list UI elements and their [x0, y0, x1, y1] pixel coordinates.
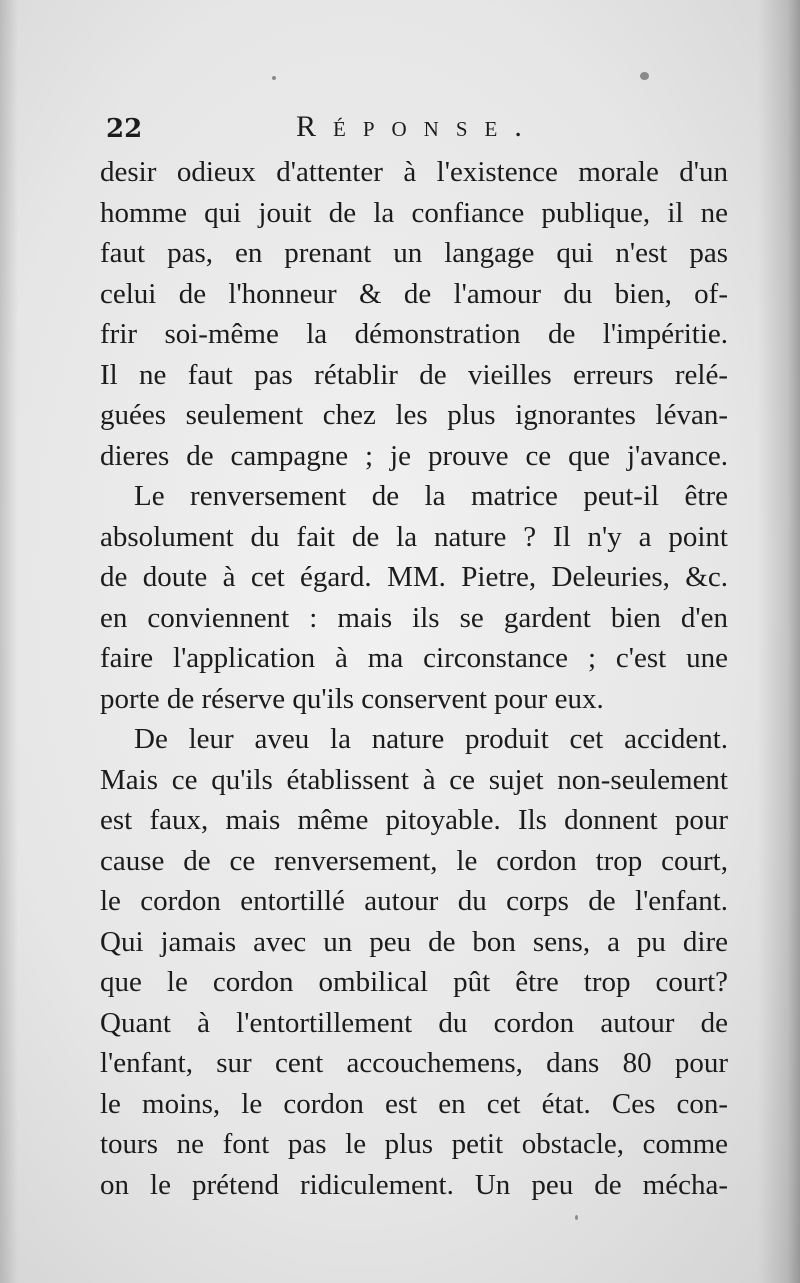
- text-line: Qui jamais avec un peu de bon sens, a pu dire: [100, 925, 728, 958]
- text-line: en conviennent : mais ils se gardent bien d'en: [100, 601, 728, 634]
- running-head: Réponse.: [296, 110, 539, 143]
- text-line: frir soi-même la démonstration de l'impéritie.: [100, 318, 728, 350]
- text-line: on le prétend ridiculement. Un peu de mécha-: [100, 1168, 728, 1201]
- paper-speck: [272, 76, 276, 80]
- text-line: desir odieux d'attenter à l'existence morale d'un: [100, 156, 728, 188]
- text-line: porte de réserve qu'ils conservent pour eux.: [100, 682, 604, 715]
- text-line: que le cordon ombilical pût être trop court?: [100, 966, 728, 998]
- text-line: homme qui jouit de la confiance publique, il ne: [100, 196, 728, 229]
- text-line: cause de ce renversement, le cordon trop court,: [100, 844, 728, 877]
- text-line: de doute à cet égard. MM. Pietre, Deleuries, &c.: [100, 561, 728, 593]
- text-line: Il ne faut pas rétablir de vieilles erreurs relé-: [100, 358, 728, 391]
- text-line: faire l'application à ma circonstance ; c'est une: [100, 642, 728, 674]
- text-line: De leur aveu la nature produit cet accident.: [134, 723, 728, 755]
- body-text: [100, 152, 728, 1205]
- page-right-shadow: [758, 0, 800, 1283]
- page-left-shadow: [0, 0, 18, 1283]
- text-line: guées seulement chez les plus ignorantes lévan-: [100, 399, 728, 431]
- text-line: tours ne font pas le plus petit obstacle, comme: [100, 1128, 728, 1160]
- paper-speck: [575, 1215, 578, 1220]
- page-number: 22: [106, 114, 143, 144]
- text-line: faut pas, en prenant un langage qui n'est pas: [100, 237, 728, 269]
- text-line: Mais ce qu'ils établissent à ce sujet non-seulement: [100, 763, 728, 796]
- text-line: celui de l'honneur & de l'amour du bien, of-: [100, 277, 728, 310]
- text-line: dieres de campagne ; je prouve ce que j'avance.: [100, 439, 728, 472]
- paper-speck: [640, 72, 649, 80]
- text-line: le cordon entortillé autour du corps de l'enfant.: [100, 885, 728, 917]
- text-line: absolument du fait de la nature ? Il n'y a point: [100, 520, 728, 553]
- page-header: [106, 110, 726, 150]
- text-line: Le renversement de la matrice peut-il être: [134, 480, 728, 512]
- text-line: le moins, le cordon est en cet état. Ces con-: [100, 1087, 728, 1120]
- text-line: Quant à l'entortillement du cordon autour de: [100, 1006, 728, 1039]
- text-line: est faux, mais même pitoyable. Ils donnent pour: [100, 804, 728, 836]
- text-line: l'enfant, sur cent accouchemens, dans 80 pour: [100, 1047, 728, 1079]
